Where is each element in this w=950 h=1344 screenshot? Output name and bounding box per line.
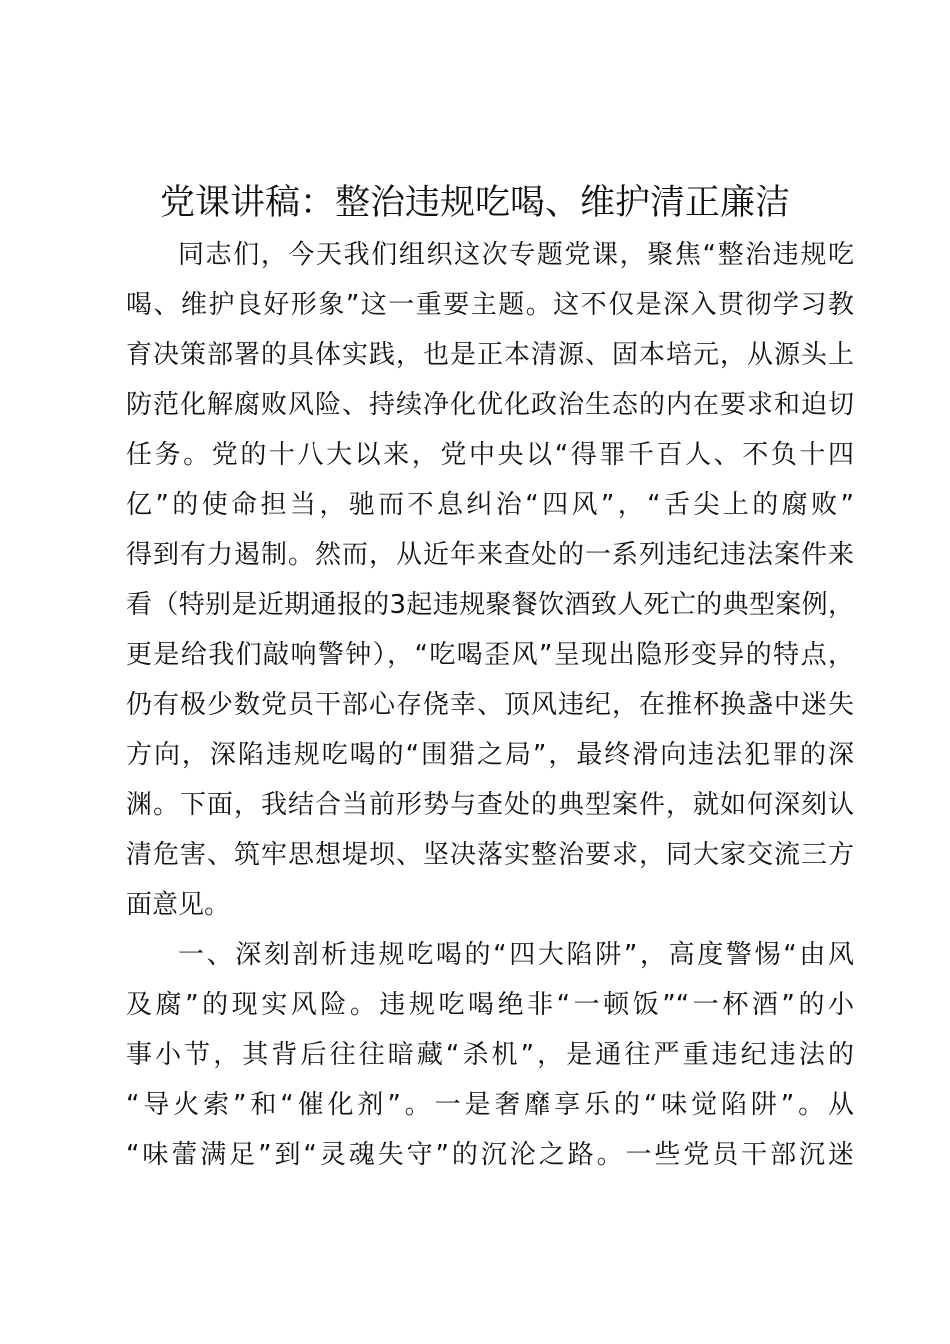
paragraph-1-line-9: 更是给我们敲响警钟），“吃喝歪风”呈现出隐形变异的特点， — [126, 640, 854, 670]
paragraph-2-line-4: “导火索”和“催化剂”。一是奢靡享乐的“味觉陷阱”。从 — [126, 1090, 854, 1120]
document-title: 党课讲稿：整治违规吃喝、维护清正廉洁 — [159, 183, 790, 223]
paragraph-2-line-2: 及腐”的现实风险。违规吃喝绝非“一顿饭”“一杯酒”的小 — [126, 990, 854, 1020]
paragraph-1-line-6: 亿”的使命担当，驰而不息纠治“四风”，“舌尖上的腐败” — [126, 490, 854, 520]
paragraph-1-line-4: 防范化解腐败风险、持续净化优化政治生态的内在要求和迫切 — [126, 390, 854, 420]
paragraph-1-line-1: 同志们，今天我们组织这次专题党课，聚焦“整治违规吃 — [178, 240, 854, 270]
paragraph-1-line-3: 育决策部署的具体实践，也是正本清源、固本培元，从源头上 — [126, 340, 854, 370]
paragraph-2-line-1: 一、深刻剖析违规吃喝的“四大陷阱”，高度警惕“由风 — [178, 940, 854, 970]
paragraph-2-line-3: 事小节，其背后往往暗藏“杀机”，是通往严重违纪违法的 — [126, 1040, 854, 1070]
paragraph-1-line-13: 清危害、筑牢思想堤坝、坚决落实整治要求，同大家交流三方 — [126, 840, 854, 870]
paragraph-1-line-14: 面意见。 — [126, 890, 231, 920]
paragraph-1-line-7: 得到有力遏制。然而，从近年来查处的一系列违纪违法案件来 — [126, 540, 854, 570]
paragraph-1-line-8: 看（特别是近期通报的3起违规聚餐饮酒致人死亡的典型案例， — [126, 590, 854, 620]
paragraph-1-line-11: 方向，深陷违规吃喝的“围猎之局”，最终滑向违法犯罪的深 — [126, 740, 854, 770]
paragraph-2-line-5: “味蕾满足”到“灵魂失守”的沉沦之路。一些党员干部沉迷 — [126, 1140, 854, 1170]
paragraph-1-line-5: 任务。党的十八大以来，党中央以“得罪千百人、不负十四 — [126, 440, 854, 470]
paragraph-1-line-10: 仍有极少数党员干部心存侥幸、顶风违纪，在推杯换盏中迷失 — [126, 690, 854, 720]
paragraph-1-line-2: 喝、维护良好形象”这一重要主题。这不仅是深入贯彻学习教 — [126, 290, 854, 320]
paragraph-1-line-12: 渊。下面，我结合当前形势与查处的典型案件，就如何深刻认 — [126, 790, 854, 820]
